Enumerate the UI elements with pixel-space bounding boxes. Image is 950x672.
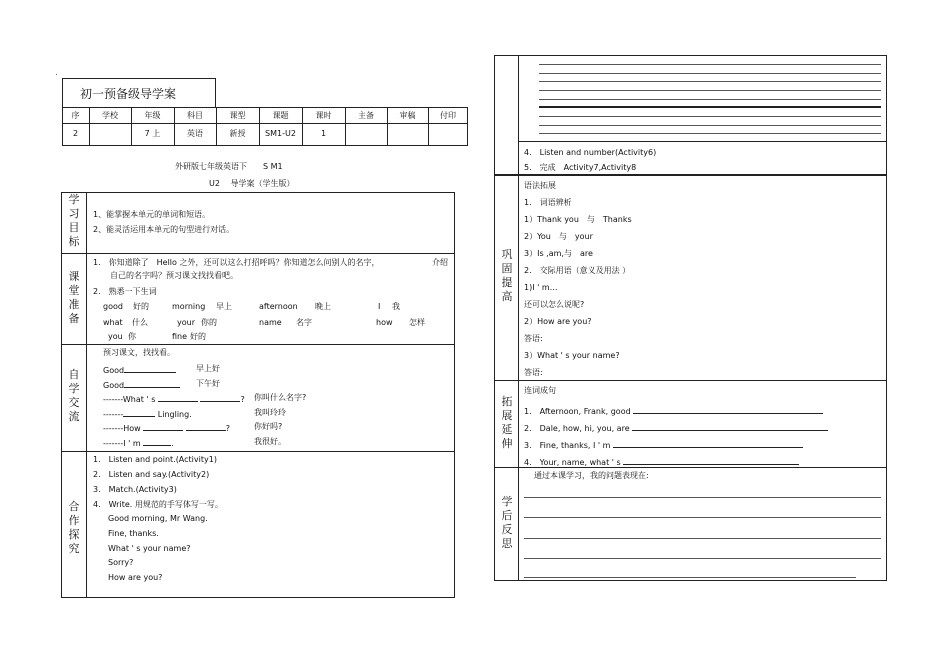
header-column-value[interactable]: 英语 (187, 129, 203, 138)
scan-dot (56, 74, 57, 75)
consolidate-line-6: 1)I ' m… (524, 283, 558, 292)
self-row-1 (103, 364, 176, 376)
self-row-3 (103, 393, 245, 405)
reflect-prompt: 通过本课学习，我的问题表现在: (534, 471, 649, 480)
header-column-label: 审稿 (399, 111, 416, 120)
coop-item-3: 3. Match.(Activity3) (93, 485, 177, 494)
self-row-5-en: -------How (103, 424, 141, 433)
coop-sentence-2: Fine, thanks. (108, 529, 159, 538)
coop-item-4: 4. Write. 用规范的手写体写一写。 (93, 500, 223, 509)
header-column-label: 科目 (187, 111, 203, 120)
self-row-4-en: ------- (103, 410, 124, 419)
writing-line (539, 106, 881, 108)
self-row-5-zh: 你好吗? (254, 422, 283, 431)
header-column-value[interactable]: 1 (320, 129, 327, 138)
goals-section (61, 192, 455, 254)
extend-heading: 连词成句 (524, 386, 556, 395)
subtitle-line1: 外研版七年级英语下 S M1 (175, 162, 283, 171)
writing-line (539, 133, 881, 134)
consolidate-line-7: 还可以怎么说呢? (524, 300, 585, 309)
self-row-4 (103, 408, 192, 420)
vocab-name: name (259, 318, 282, 327)
vocab-fine-zh: 好的 (190, 332, 206, 341)
reflect-line[interactable] (524, 577, 856, 578)
extend-item-2-text: 2. Dale, how, hi, you, are (524, 424, 630, 433)
blank[interactable] (186, 422, 226, 431)
goals-item-1: 1、能掌握本单元的单词和短语。 (93, 210, 211, 219)
header-column-label: 序 (71, 111, 80, 120)
coop-item-1: 1. Listen and point.(Activity1) (93, 455, 217, 464)
extend-item-4-text: 4. Your, name, what ' s (524, 458, 621, 467)
header-column-label: 主备 (358, 111, 374, 120)
header-title: 初一预备级导学案 (80, 87, 177, 101)
self-row-5 (103, 422, 230, 434)
consolidate-line-11: 答语: (524, 368, 543, 377)
coop-item-2: 2. Listen and say.(Activity2) (93, 470, 210, 479)
prep-divider (86, 253, 87, 345)
header-column-value[interactable]: SM1-U2 (265, 129, 296, 138)
self-row-3-zh: 你叫什么名字? (254, 393, 307, 402)
vocab-what: what (103, 318, 123, 327)
self-intro: 预习课文，找找看。 (103, 348, 175, 357)
writing-line (539, 81, 881, 82)
coop-sentence-4: Sorry? (108, 558, 134, 567)
self-divider (86, 344, 87, 452)
right-top-inner-rule (518, 141, 887, 142)
self-row-5-mark: ? (225, 424, 231, 433)
consolidate-line-1: 1. 词语辨析 (524, 198, 572, 207)
vocab-how-zh: 怎样 (409, 318, 425, 327)
blank[interactable] (124, 379, 180, 388)
answer-blank[interactable] (613, 439, 803, 448)
blank[interactable] (124, 364, 176, 373)
subtitle-line2: U2 导学案（学生版） (209, 179, 295, 188)
vocab-morning: morning (172, 302, 206, 311)
writing-line (539, 90, 881, 91)
self-row-4-tail: Lingling. (157, 410, 192, 419)
consolidate-line-2: 1）Thank you 与 Thanks (524, 215, 632, 224)
header-column-label: 课题 (272, 111, 289, 120)
self-label: 自 学 交 流 (68, 368, 80, 423)
consolidate-line-8: 2）How are you? (524, 317, 592, 326)
self-row-1-zh: 早上好 (196, 364, 220, 373)
answer-blank[interactable] (623, 456, 799, 465)
blank[interactable] (143, 422, 183, 431)
writing-line (539, 125, 881, 126)
header-column-value[interactable]: 7 上 (144, 129, 161, 138)
coop-label: 合 作 探 究 (68, 500, 80, 555)
vocab-your-zh: 你的 (201, 318, 217, 327)
writing-line (539, 64, 881, 65)
header-column-value[interactable]: 新授 (229, 129, 246, 138)
right-top-item-4: 4. Listen and number(Activity6) (524, 148, 657, 157)
prep-line-2: 自己的名字吗？预习课文找找看吧。 (110, 271, 238, 280)
consolidate-divider (518, 175, 519, 381)
header-column-label: 课型 (229, 111, 246, 120)
vocab-good-zh: 好的 (133, 302, 149, 311)
reflect-divider (518, 467, 519, 581)
consolidate-line-4: 3）Is ,am,与 are (524, 249, 593, 258)
extend-divider (518, 380, 519, 468)
extend-item-2 (524, 422, 828, 434)
vocab-morning-zh: 早上 (216, 302, 232, 311)
reflect-line[interactable] (524, 517, 881, 518)
writing-line (539, 73, 881, 74)
vocab-name-zh: 名字 (296, 318, 312, 327)
coop-sentence-1: Good morning, Mr Wang. (108, 514, 208, 523)
prep-line-1: 1. 你知道除了 Hello 之外，还可以这么打招呼吗？你知道怎么问别人的名字， (93, 258, 380, 267)
reflect-line[interactable] (524, 497, 881, 498)
writing-line (539, 99, 881, 100)
prep-line-1-tail: 介绍 (432, 258, 448, 267)
vocab-you-zh: 你 (128, 332, 136, 341)
coop-divider (86, 451, 87, 598)
self-row-6-en: -------I ' m (103, 439, 141, 448)
consolidate-line-3: 2）You 与 your (524, 232, 593, 241)
vocab-you: you (108, 332, 123, 341)
header-column-label: 付印 (440, 111, 456, 120)
consolidate-line-10: 3）What ' s your name? (524, 351, 620, 360)
extend-item-1 (524, 405, 823, 417)
goals-divider (86, 192, 87, 254)
consolidate-line-5: 2. 交际用语（意义及用法 ） (524, 266, 631, 275)
self-row-2 (103, 379, 180, 391)
blank[interactable] (200, 393, 240, 402)
extend-label: 拓 展 延 伸 (501, 395, 513, 450)
self-row-2-zh: 下午好 (196, 379, 220, 388)
blank[interactable] (143, 437, 171, 446)
header-column-label: 年级 (144, 111, 161, 120)
reflect-line[interactable] (524, 558, 881, 559)
self-row-6 (103, 437, 174, 449)
right-top-item-5: 5. 完成 Activity7,Activity8 (524, 163, 637, 172)
vocab-i: I (378, 302, 381, 311)
vocab-what-zh: 什么 (132, 318, 148, 327)
header-table-divider (62, 123, 468, 124)
vocab-fine: fine (172, 332, 188, 341)
vocab-i-zh: 我 (392, 302, 400, 311)
self-row-6-zh: 我很好。 (254, 437, 286, 446)
extend-item-3-text: 3. Fine, thanks, I ' m (524, 441, 611, 450)
self-row-6-tail: . (171, 439, 174, 448)
vocab-your: your (177, 318, 195, 327)
blank[interactable] (123, 408, 155, 417)
answer-blank[interactable] (633, 405, 823, 414)
self-row-4-zh: 我叫玲玲 (254, 408, 286, 417)
header-column-label: 学校 (102, 111, 118, 120)
consolidate-line-9: 答语: (524, 334, 543, 343)
self-row-3-mark: ? (240, 395, 245, 404)
answer-blank[interactable] (632, 422, 828, 431)
reflect-label: 学 后 反 思 (501, 495, 513, 550)
blank[interactable] (158, 393, 198, 402)
consolidate-heading: 语法拓展 (524, 181, 556, 190)
right-top-divider (518, 55, 519, 175)
prep-line-3: 2. 熟悉一下生词 (93, 287, 157, 296)
writing-line (539, 116, 881, 117)
header-column-value[interactable]: 2 (72, 129, 79, 138)
self-row-2-en: Good (103, 381, 125, 390)
vocab-good: good (103, 302, 123, 311)
coop-sentence-3: What ' s your name? (108, 544, 191, 553)
reflect-line[interactable] (524, 538, 881, 539)
header-column-label: 课时 (315, 111, 332, 120)
goals-item-2: 2、能灵活运用本单元的句型进行对话。 (93, 225, 235, 234)
vocab-afternoon-zh: 晚上 (315, 302, 331, 311)
vocab-afternoon: afternoon (259, 302, 298, 311)
reflect-section (494, 467, 887, 581)
extend-item-3 (524, 439, 803, 451)
extend-item-1-text: 1. Afternoon, Frank, good (524, 407, 631, 416)
coop-sentence-5: How are you? (108, 573, 163, 582)
self-row-1-en: Good (103, 366, 125, 375)
consolidate-label: 巩 固 提 高 (501, 248, 513, 303)
vocab-how: how (376, 318, 393, 327)
prep-label: 课 堂 准 备 (68, 270, 80, 325)
self-row-3-en: -------What ' s (103, 395, 156, 404)
goals-label: 学 习 目 标 (68, 193, 80, 248)
